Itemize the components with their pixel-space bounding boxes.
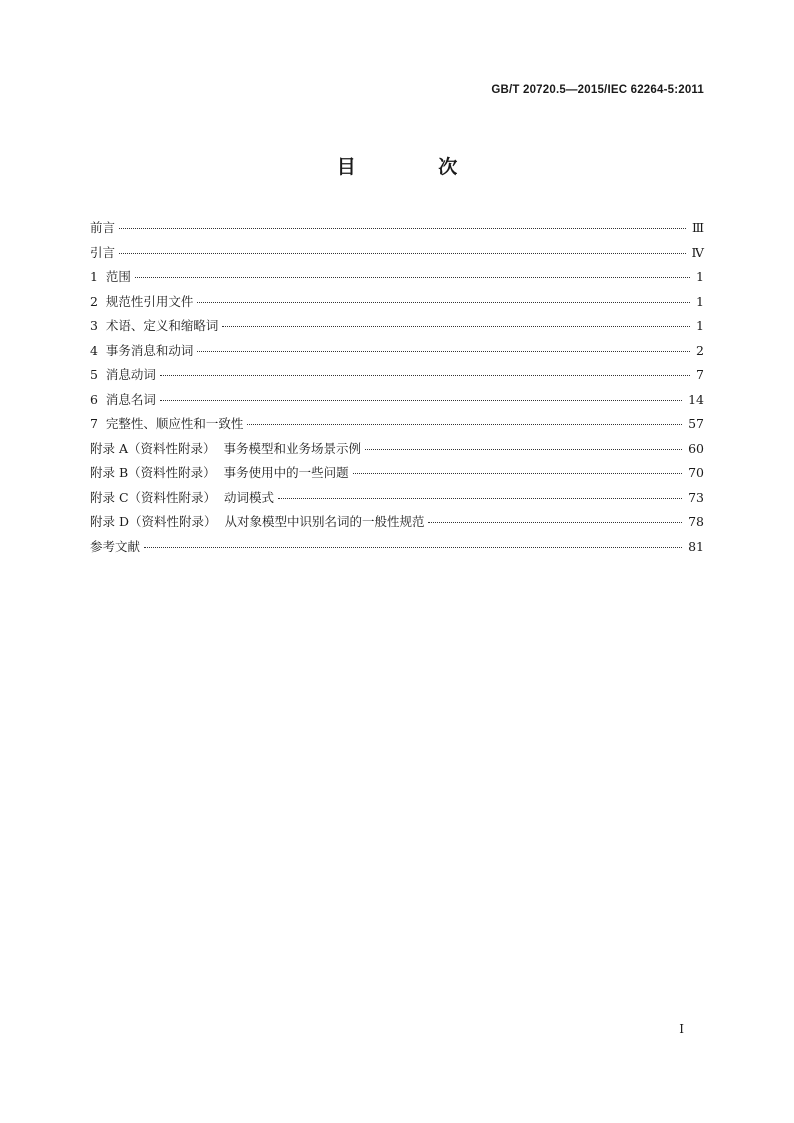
toc-entry-label: 附录 B（资料性附录） 事务使用中的一些问题 [90, 465, 349, 480]
toc-entry-page: 1 [696, 318, 704, 333]
toc-entry-label: 前言 [90, 220, 116, 235]
toc-entry-transaction-messages[interactable] [90, 339, 704, 364]
toc-entry-page: Ⅲ [691, 220, 704, 235]
toc-entry-terms[interactable] [90, 314, 704, 339]
table-of-contents [90, 216, 704, 559]
toc-entry-label: 5 消息动词 [90, 367, 156, 382]
toc-entry-message-verbs[interactable] [90, 363, 704, 388]
toc-leader-dots [197, 302, 690, 303]
toc-entry-page: 73 [688, 489, 704, 505]
toc-leader-dots [119, 253, 685, 254]
toc-entry-message-nouns[interactable] [90, 388, 704, 413]
toc-entry-page: 2 [696, 342, 704, 358]
toc-entry-page: 81 [688, 538, 704, 554]
toc-entry-completeness[interactable] [90, 412, 704, 437]
toc-entry-label: 参考文献 [90, 538, 141, 554]
page-title: 目 次 [336, 156, 496, 178]
toc-entry-label: 4 事务消息和动词 [90, 342, 194, 358]
toc-leader-dots [119, 228, 686, 229]
toc-entry-scope[interactable] [90, 265, 704, 290]
toc-entry-foreword[interactable] [90, 216, 704, 241]
toc-entry-label: 3 术语、定义和缩略词 [90, 318, 219, 333]
toc-entry-annex-c[interactable] [90, 486, 704, 511]
standard-number-header: GB/T 20720.5—2015/IEC 62264-5:2011 [491, 84, 704, 96]
toc-entry-label: 7 完整性、顺应性和一致性 [90, 416, 244, 431]
toc-entry-page: 70 [688, 465, 704, 480]
toc-entry-label: 附录 A（资料性附录） 事务模型和业务场景示例 [90, 440, 361, 456]
toc-entry-normative-references[interactable] [90, 290, 704, 315]
toc-entry-label: 引言 [90, 244, 116, 260]
toc-entry-label: 附录 D（资料性附录） 从对象模型中识别名词的一般性规范 [90, 514, 425, 529]
toc-leader-dots [278, 498, 682, 499]
toc-leader-dots [197, 351, 690, 352]
toc-entry-page: 14 [688, 391, 704, 407]
toc-entry-annex-a[interactable] [90, 437, 704, 462]
toc-entry-page: 60 [688, 440, 704, 456]
toc-entry-label: 1 范围 [90, 269, 131, 284]
toc-leader-dots [353, 473, 682, 474]
toc-entry-label: 2 规范性引用文件 [90, 293, 194, 309]
toc-entry-page: 57 [688, 416, 704, 431]
toc-entry-label: 6 消息名词 [90, 391, 156, 407]
toc-leader-dots [135, 277, 690, 278]
toc-leader-dots [144, 547, 682, 548]
toc-entry-annex-b[interactable] [90, 461, 704, 486]
toc-leader-dots [247, 424, 682, 425]
toc-leader-dots [222, 326, 690, 327]
toc-entry-annex-d[interactable] [90, 510, 704, 535]
toc-entry-introduction[interactable] [90, 241, 704, 266]
toc-entry-page: 1 [696, 269, 704, 284]
toc-leader-dots [160, 400, 682, 401]
toc-entry-page: Ⅳ [691, 244, 704, 260]
page-number: I [679, 1022, 684, 1036]
toc-entry-page: 78 [688, 514, 704, 529]
toc-leader-dots [160, 375, 690, 376]
toc-entry-bibliography[interactable] [90, 535, 704, 560]
toc-entry-label: 附录 C（资料性附录） 动词模式 [90, 489, 274, 505]
toc-entry-page: 1 [696, 293, 704, 309]
toc-leader-dots [428, 522, 682, 523]
toc-leader-dots [365, 449, 682, 450]
toc-entry-page: 7 [696, 367, 704, 382]
